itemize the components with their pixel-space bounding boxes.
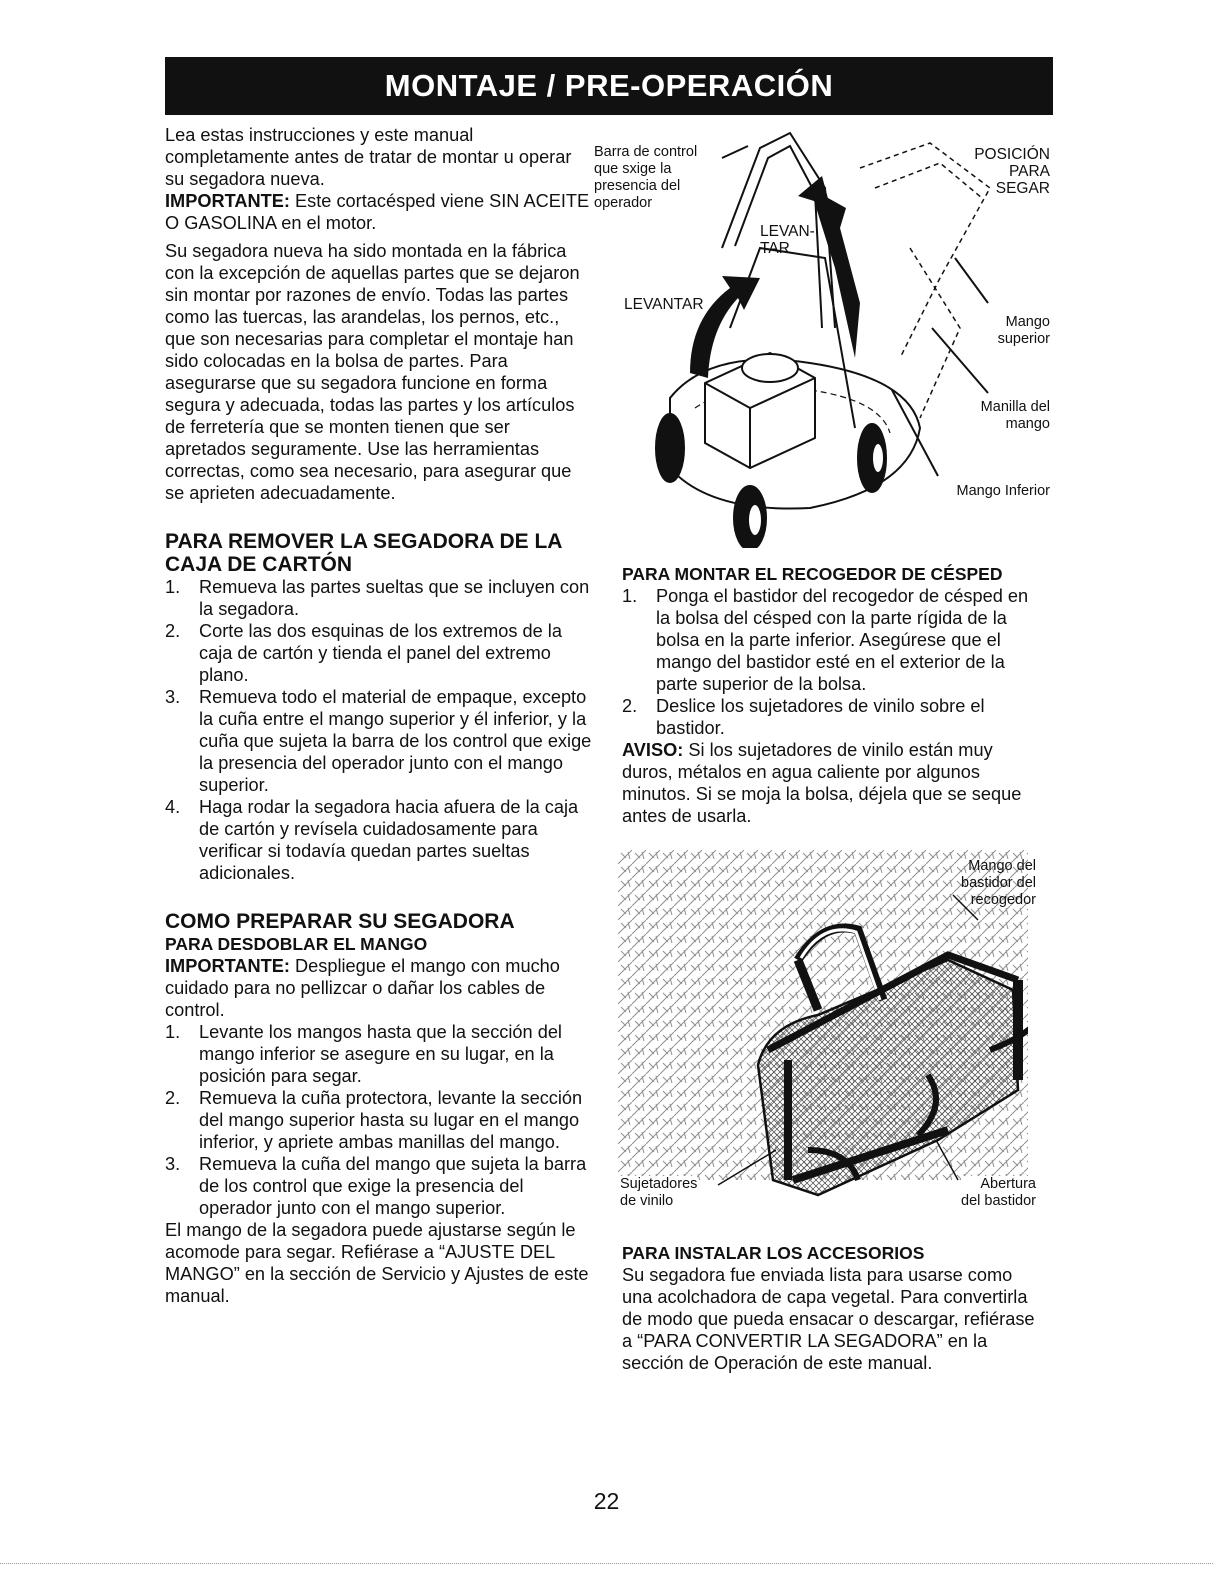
list-item: 1. Levante los mangos hasta que la sección del mango inferior se asegure en su lugar, en la posición para segar.	[165, 1022, 562, 1086]
label-vinyl-clips: Sujetadores de vinilo	[620, 1176, 698, 1209]
intro-paragraph-1: Lea estas instrucciones y este manual completamente antes de tratar de montar u operar su segadora nueva.	[165, 125, 572, 189]
label-control-bar: Barra de control que sxige la presencia del operador	[594, 144, 698, 211]
accessories-text: Su segadora fue enviada lista para usarse como una acolchadora de capa vegetal. Para convertirla de modo que pueda ensacar o descargar, refiérase a “PARA CONVERTIR LA SEGADORA” en la sección de Operación de este manual.	[622, 1265, 1035, 1373]
remove-steps	[165, 576, 593, 884]
page-number: 22	[593, 1488, 620, 1514]
important-label: IMPORTANTE:	[165, 191, 290, 211]
list-item: 1. Ponga el bastidor del recogedor de césped en la bolsa del césped con la parte rígida de la bolsa en la parte inferior. Asegúrese que el mango del bastidor esté en el exterior de la parte superior de la bolsa.	[622, 586, 1029, 694]
page-title-banner	[165, 57, 1053, 115]
catcher-notice: AVISO: Si los sujetadores de vinilo están muy duros, métalos en agua caliente por algunos minutos. Si se moja la bolsa, déjela que se seque antes de usarla.	[622, 740, 1022, 826]
list-item: 3. Remueva todo el material de empaque, excepto la cuña entre el mango superior y él inferior, y la cuña que sujeta la barra de los control que exige la presencia del operador junto con el mango superior.	[165, 687, 592, 795]
prepare-section-title: COMO PREPARAR SU SEGADORA	[165, 910, 515, 933]
list-item: 4. Haga rodar la segadora hacia afuera de la caja de cartón y revísela cuidadosamente para verificar si todavía quedan partes sueltas adicionales.	[165, 797, 579, 883]
accessories-section	[622, 1242, 1040, 1374]
catcher-section-title: PARA MONTAR EL RECOGEDOR DE CÉSPED	[622, 564, 1003, 584]
label-lower-handle: Mango Inferior	[956, 483, 1050, 499]
prepare-important: IMPORTANTE: Despliegue el mango con mucho cuidado para no pellizcar o dañar los cables de control.	[165, 956, 560, 1020]
list-item: 3. Remueva la cuña del mango que sujeta la barra de los control que exige la presencia del operador junto con el mango superior.	[165, 1154, 587, 1218]
prepare-subtitle: PARA DESDOBLAR EL MANGO	[165, 934, 428, 954]
list-item: 2. Remueva la cuña protectora, levante la sección del mango superior hasta su lugar en el mango inferior, y apriete ambas manillas del mango.	[165, 1088, 583, 1152]
mower-handle-figure	[594, 128, 1050, 548]
prepare-closing: El mango de la segadora puede ajustarse según le acomode para segar. Refiérase a “AJUSTE DEL MANGO” en la sección de Servicio y Ajustes de este manual.	[165, 1220, 589, 1306]
label-lift-left: LEVANTAR	[624, 296, 704, 313]
left-column	[165, 124, 593, 1307]
label-upper-handle: Mango superior	[997, 314, 1050, 347]
label-frame-opening: Abertura del bastidor	[961, 1176, 1036, 1209]
intro-paragraph-2	[165, 190, 593, 234]
label-lift-top: LEVAN- TAR	[760, 223, 815, 257]
label-handle-knob: Manilla del mango	[980, 399, 1050, 432]
page-bottom-edge	[0, 1563, 1213, 1564]
remove-section-title: PARA REMOVER LA SEGADORA DE LA CAJA DE CARTÓN	[165, 530, 562, 576]
page-title: MONTAJE / PRE-OPERACIÓN	[384, 68, 834, 103]
list-item: 2. Deslice los sujetadores de vinilo sobre el bastidor.	[622, 696, 985, 738]
list-item: 2. Corte las dos esquinas de los extremos de la caja de cartón y tienda el panel del extremo plano.	[165, 621, 562, 685]
grass-catcher-figure	[618, 850, 1036, 1220]
label-frame-handle: Mango del bastidor del recogedor	[961, 858, 1036, 908]
prepare-steps	[165, 1021, 593, 1219]
intro-paragraph-3: Su segadora nueva ha sido montada en la fábrica con la excepción de aquellas partes que se dejaron sin montar por razones de envío. Todas las partes como las tuercas, las arandelas, los pernos, etc., que son necesarias para completar el montaje han sido colocadas en la bolsa de partes. Para asegurarse que su segadora funcione en forma segura y adecuada, todas las partes y los artículos de ferretería que se monten tienen que ser apretados seguramente. Use las herramientas correctas, como sea necesario, para asegurar que se aprieten adecuadamente.	[165, 241, 580, 503]
list-item: 1. Remueva las partes sueltas que se incluyen con la segadora.	[165, 577, 590, 619]
notice-label: AVISO:	[622, 740, 684, 760]
catcher-steps	[622, 585, 1040, 739]
right-column	[622, 563, 1040, 827]
important-text: Este cortacésped viene SIN ACEITE O GASOLINA en el motor.	[165, 191, 590, 233]
important-label: IMPORTANTE:	[165, 956, 290, 976]
accessories-title: PARA INSTALAR LOS ACCESORIOS	[622, 1243, 925, 1263]
label-mowing-position: POSICIÓN PARA SEGAR	[974, 146, 1050, 197]
